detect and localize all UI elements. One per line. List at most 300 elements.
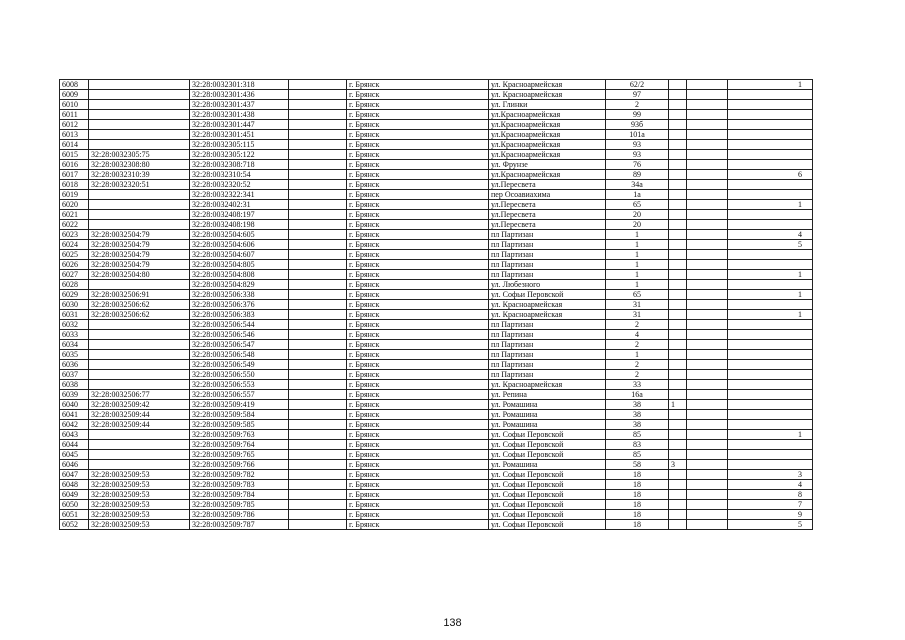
count-cell — [728, 210, 813, 220]
row-number: 6030 — [60, 300, 89, 310]
row-number: 6018 — [60, 180, 89, 190]
row-number: 6010 — [60, 100, 89, 110]
blank-cell — [687, 230, 728, 240]
table-row — [60, 170, 813, 180]
house-number: 1 — [606, 270, 669, 280]
table-row — [60, 150, 813, 160]
parcel-number — [89, 330, 190, 340]
empty-cell — [289, 160, 347, 170]
city-cell: г. Брянск — [347, 80, 489, 90]
count-cell — [728, 440, 813, 450]
empty-cell — [289, 130, 347, 140]
street-cell: пл Партизан — [489, 260, 606, 270]
parcel-number: 32:28:0032509:44 — [89, 420, 190, 430]
cadastral-number: 32:28:0032509:782 — [190, 470, 289, 480]
house-number: 2 — [606, 340, 669, 350]
city-cell: г. Брянск — [347, 240, 489, 250]
table-row — [60, 430, 813, 440]
blank-cell — [687, 250, 728, 260]
extra-cell — [669, 480, 687, 490]
table-row — [60, 390, 813, 400]
city-cell: г. Брянск — [347, 210, 489, 220]
street-cell: ул. Красноармейская — [489, 310, 606, 320]
empty-cell — [289, 390, 347, 400]
city-cell: г. Брянск — [347, 330, 489, 340]
street-cell: ул. Софьи Перовской — [489, 470, 606, 480]
cadastral-number: 32:28:0032506:544 — [190, 320, 289, 330]
house-number: 16а — [606, 390, 669, 400]
city-cell: г. Брянск — [347, 140, 489, 150]
blank-cell — [687, 410, 728, 420]
extra-cell — [669, 150, 687, 160]
extra-cell — [669, 420, 687, 430]
cadastral-number: 32:28:0032506:550 — [190, 370, 289, 380]
count-cell — [728, 90, 813, 100]
house-number: 31 — [606, 300, 669, 310]
count-cell — [728, 250, 813, 260]
cadastral-number: 32:28:0032402:31 — [190, 200, 289, 210]
cadastral-number: 32:28:0032504:605 — [190, 230, 289, 240]
city-cell: г. Брянск — [347, 250, 489, 260]
house-number: 38 — [606, 410, 669, 420]
table-row — [60, 190, 813, 200]
cadastral-number: 32:28:0032301:318 — [190, 80, 289, 90]
house-number: 85 — [606, 450, 669, 460]
cadastral-number: 32:28:0032504:606 — [190, 240, 289, 250]
table-row — [60, 100, 813, 110]
blank-cell — [687, 510, 728, 520]
city-cell: г. Брянск — [347, 440, 489, 450]
row-number: 6014 — [60, 140, 89, 150]
table-row — [60, 240, 813, 250]
count-cell: 8 — [728, 490, 813, 500]
count-cell — [728, 260, 813, 270]
parcel-number: 32:28:0032308:80 — [89, 160, 190, 170]
row-number: 6027 — [60, 270, 89, 280]
house-number: 83 — [606, 440, 669, 450]
row-number: 6032 — [60, 320, 89, 330]
street-cell: пл Партизан — [489, 250, 606, 260]
table-row — [60, 510, 813, 520]
count-cell — [728, 300, 813, 310]
row-number: 6021 — [60, 210, 89, 220]
empty-cell — [289, 180, 347, 190]
empty-cell — [289, 490, 347, 500]
parcel-number: 32:28:0032305:75 — [89, 150, 190, 160]
house-number: 34а — [606, 180, 669, 190]
blank-cell — [687, 180, 728, 190]
house-number: 1 — [606, 230, 669, 240]
house-number: 18 — [606, 520, 669, 530]
street-cell: ул. Красноармейская — [489, 380, 606, 390]
extra-cell: 3 — [669, 460, 687, 470]
empty-cell — [289, 350, 347, 360]
blank-cell — [687, 160, 728, 170]
city-cell: г. Брянск — [347, 510, 489, 520]
count-cell — [728, 340, 813, 350]
empty-cell — [289, 400, 347, 410]
street-cell: ул. Софьи Перовской — [489, 510, 606, 520]
parcel-number: 32:28:0032320:51 — [89, 180, 190, 190]
house-number: 18 — [606, 480, 669, 490]
blank-cell — [687, 320, 728, 330]
cadastral-number: 32:28:0032509:585 — [190, 420, 289, 430]
blank-cell — [687, 130, 728, 140]
table-row — [60, 200, 813, 210]
city-cell: г. Брянск — [347, 490, 489, 500]
cadastral-number: 32:28:0032305:115 — [190, 140, 289, 150]
table-row — [60, 440, 813, 450]
parcel-number — [89, 380, 190, 390]
cadastral-number: 32:28:0032506:553 — [190, 380, 289, 390]
extra-cell — [669, 510, 687, 520]
house-number: 2 — [606, 100, 669, 110]
count-cell: 1 — [728, 310, 813, 320]
street-cell: ул. Ромашина — [489, 420, 606, 430]
house-number: 1 — [606, 260, 669, 270]
empty-cell — [289, 480, 347, 490]
blank-cell — [687, 400, 728, 410]
house-number: 62/2 — [606, 80, 669, 90]
city-cell: г. Брянск — [347, 190, 489, 200]
house-number: 1 — [606, 280, 669, 290]
table-row — [60, 110, 813, 120]
house-number: 38 — [606, 400, 669, 410]
house-number: 97 — [606, 90, 669, 100]
city-cell: г. Брянск — [347, 350, 489, 360]
empty-cell — [289, 510, 347, 520]
row-number: 6033 — [60, 330, 89, 340]
city-cell: г. Брянск — [347, 170, 489, 180]
blank-cell — [687, 290, 728, 300]
parcel-number: 32:28:0032509:53 — [89, 500, 190, 510]
table-row — [60, 220, 813, 230]
count-cell: 4 — [728, 480, 813, 490]
cadastral-number: 32:28:0032504:805 — [190, 260, 289, 270]
row-number: 6040 — [60, 400, 89, 410]
count-cell: 1 — [728, 270, 813, 280]
row-number: 6034 — [60, 340, 89, 350]
count-cell: 9 — [728, 510, 813, 520]
cadastral-number: 32:28:0032506:557 — [190, 390, 289, 400]
blank-cell — [687, 120, 728, 130]
street-cell: пер Осоавиахима — [489, 190, 606, 200]
extra-cell — [669, 260, 687, 270]
empty-cell — [289, 290, 347, 300]
row-number: 6047 — [60, 470, 89, 480]
house-number: 18 — [606, 470, 669, 480]
blank-cell — [687, 360, 728, 370]
row-number: 6035 — [60, 350, 89, 360]
house-number: 89 — [606, 170, 669, 180]
empty-cell — [289, 80, 347, 90]
street-cell: ул.Пересвета — [489, 210, 606, 220]
cadastral-number: 32:28:0032506:376 — [190, 300, 289, 310]
empty-cell — [289, 470, 347, 480]
house-number: 58 — [606, 460, 669, 470]
row-number: 6041 — [60, 410, 89, 420]
table-row — [60, 250, 813, 260]
house-number: 1а — [606, 190, 669, 200]
empty-cell — [289, 220, 347, 230]
row-number: 6037 — [60, 370, 89, 380]
street-cell: ул.Красноармейская — [489, 120, 606, 130]
house-number: 2 — [606, 360, 669, 370]
table-row — [60, 380, 813, 390]
city-cell: г. Брянск — [347, 270, 489, 280]
house-number: 2 — [606, 370, 669, 380]
cadastral-number: 32:28:0032509:785 — [190, 500, 289, 510]
city-cell: г. Брянск — [347, 310, 489, 320]
cadastral-number: 32:28:0032509:764 — [190, 440, 289, 450]
row-number: 6028 — [60, 280, 89, 290]
city-cell: г. Брянск — [347, 410, 489, 420]
table-row — [60, 350, 813, 360]
empty-cell — [289, 200, 347, 210]
house-number: 93б — [606, 120, 669, 130]
extra-cell — [669, 290, 687, 300]
city-cell: г. Брянск — [347, 370, 489, 380]
house-number: 18 — [606, 510, 669, 520]
extra-cell — [669, 270, 687, 280]
street-cell: пл Партизан — [489, 360, 606, 370]
parcel-number — [89, 440, 190, 450]
extra-cell — [669, 440, 687, 450]
extra-cell — [669, 320, 687, 330]
extra-cell — [669, 450, 687, 460]
parcel-number — [89, 350, 190, 360]
count-cell — [728, 400, 813, 410]
table-row — [60, 500, 813, 510]
city-cell: г. Брянск — [347, 220, 489, 230]
row-number: 6008 — [60, 80, 89, 90]
table-row — [60, 260, 813, 270]
extra-cell — [669, 340, 687, 350]
extra-cell — [669, 350, 687, 360]
count-cell — [728, 190, 813, 200]
parcel-number — [89, 190, 190, 200]
street-cell: ул. Репина — [489, 390, 606, 400]
cadastral-number: 32:28:0032509:419 — [190, 400, 289, 410]
parcel-number: 32:28:0032504:80 — [89, 270, 190, 280]
street-cell: ул.Красноармейская — [489, 130, 606, 140]
row-number: 6038 — [60, 380, 89, 390]
table-row — [60, 400, 813, 410]
row-number: 6015 — [60, 150, 89, 160]
parcel-number — [89, 460, 190, 470]
house-number: 31 — [606, 310, 669, 320]
parcel-number — [89, 280, 190, 290]
parcel-number: 32:28:0032310:39 — [89, 170, 190, 180]
empty-cell — [289, 430, 347, 440]
count-cell — [728, 220, 813, 230]
city-cell: г. Брянск — [347, 520, 489, 530]
table-row — [60, 490, 813, 500]
cadastral-number: 32:28:0032408:198 — [190, 220, 289, 230]
city-cell: г. Брянск — [347, 480, 489, 490]
count-cell — [728, 460, 813, 470]
empty-cell — [289, 110, 347, 120]
street-cell: ул. Софьи Перовской — [489, 440, 606, 450]
parcel-number: 32:28:0032504:79 — [89, 230, 190, 240]
city-cell: г. Брянск — [347, 130, 489, 140]
blank-cell — [687, 100, 728, 110]
count-cell: 1 — [728, 290, 813, 300]
blank-cell — [687, 110, 728, 120]
register-table — [59, 79, 813, 530]
city-cell: г. Брянск — [347, 380, 489, 390]
blank-cell — [687, 280, 728, 290]
blank-cell — [687, 340, 728, 350]
cadastral-number: 32:28:0032509:766 — [190, 460, 289, 470]
empty-cell — [289, 240, 347, 250]
blank-cell — [687, 200, 728, 210]
count-cell: 4 — [728, 230, 813, 240]
house-number: 85 — [606, 430, 669, 440]
extra-cell — [669, 470, 687, 480]
count-cell — [728, 360, 813, 370]
count-cell: 5 — [728, 240, 813, 250]
street-cell: пл Партизан — [489, 330, 606, 340]
extra-cell — [669, 220, 687, 230]
city-cell: г. Брянск — [347, 300, 489, 310]
city-cell: г. Брянск — [347, 390, 489, 400]
street-cell: ул. Софьи Перовской — [489, 290, 606, 300]
extra-cell — [669, 100, 687, 110]
row-number: 6025 — [60, 250, 89, 260]
count-cell — [728, 350, 813, 360]
cadastral-number: 32:28:0032506:546 — [190, 330, 289, 340]
blank-cell — [687, 190, 728, 200]
count-cell — [728, 140, 813, 150]
table-row — [60, 370, 813, 380]
extra-cell — [669, 190, 687, 200]
cadastral-number: 32:28:0032322:341 — [190, 190, 289, 200]
street-cell: ул. Красноармейская — [489, 300, 606, 310]
cadastral-number: 32:28:0032509:763 — [190, 430, 289, 440]
house-number: 20 — [606, 220, 669, 230]
city-cell: г. Брянск — [347, 280, 489, 290]
empty-cell — [289, 360, 347, 370]
count-cell — [728, 110, 813, 120]
extra-cell — [669, 280, 687, 290]
extra-cell — [669, 230, 687, 240]
empty-cell — [289, 330, 347, 340]
row-number: 6012 — [60, 120, 89, 130]
parcel-number: 32:28:0032506:91 — [89, 290, 190, 300]
table-row — [60, 470, 813, 480]
street-cell: ул. Софьи Перовской — [489, 500, 606, 510]
parcel-number — [89, 210, 190, 220]
cadastral-number: 32:28:0032320:52 — [190, 180, 289, 190]
cadastral-number: 32:28:0032509:784 — [190, 490, 289, 500]
city-cell: г. Брянск — [347, 150, 489, 160]
row-number: 6023 — [60, 230, 89, 240]
street-cell: ул. Ромашина — [489, 400, 606, 410]
parcel-number — [89, 80, 190, 90]
count-cell — [728, 180, 813, 190]
row-number: 6049 — [60, 490, 89, 500]
cadastral-number: 32:28:0032506:383 — [190, 310, 289, 320]
blank-cell — [687, 150, 728, 160]
empty-cell — [289, 410, 347, 420]
city-cell: г. Брянск — [347, 110, 489, 120]
table-row — [60, 210, 813, 220]
street-cell: пл Партизан — [489, 230, 606, 240]
blank-cell — [687, 430, 728, 440]
parcel-number — [89, 430, 190, 440]
blank-cell — [687, 260, 728, 270]
extra-cell — [669, 120, 687, 130]
cadastral-number: 32:28:0032506:547 — [190, 340, 289, 350]
blank-cell — [687, 330, 728, 340]
street-cell: ул.Красноармейская — [489, 170, 606, 180]
blank-cell — [687, 210, 728, 220]
row-number: 6020 — [60, 200, 89, 210]
parcel-number — [89, 340, 190, 350]
cadastral-number: 32:28:0032509:584 — [190, 410, 289, 420]
parcel-number — [89, 130, 190, 140]
cadastral-number: 32:28:0032305:122 — [190, 150, 289, 160]
parcel-number: 32:28:0032509:53 — [89, 480, 190, 490]
row-number: 6050 — [60, 500, 89, 510]
empty-cell — [289, 520, 347, 530]
table-row — [60, 460, 813, 470]
city-cell: г. Брянск — [347, 450, 489, 460]
city-cell: г. Брянск — [347, 500, 489, 510]
house-number: 4 — [606, 330, 669, 340]
parcel-number: 32:28:0032509:53 — [89, 470, 190, 480]
street-cell: ул. Любезного — [489, 280, 606, 290]
row-number: 6011 — [60, 110, 89, 120]
row-number: 6036 — [60, 360, 89, 370]
blank-cell — [687, 380, 728, 390]
house-number: 99 — [606, 110, 669, 120]
table-row — [60, 290, 813, 300]
parcel-number — [89, 110, 190, 120]
street-cell: ул.Пересвета — [489, 220, 606, 230]
count-cell — [728, 280, 813, 290]
house-number: 2 — [606, 320, 669, 330]
parcel-number — [89, 140, 190, 150]
cadastral-number: 32:28:0032509:786 — [190, 510, 289, 520]
street-cell: ул.Красноармейская — [489, 110, 606, 120]
empty-cell — [289, 210, 347, 220]
parcel-number: 32:28:0032506:77 — [89, 390, 190, 400]
table-row — [60, 280, 813, 290]
street-cell: ул.Пересвета — [489, 180, 606, 190]
empty-cell — [289, 270, 347, 280]
table-row — [60, 300, 813, 310]
street-cell: ул.Красноармейская — [489, 150, 606, 160]
parcel-number — [89, 360, 190, 370]
row-number: 6045 — [60, 450, 89, 460]
street-cell: ул. Софьи Перовской — [489, 430, 606, 440]
cadastral-number: 32:28:0032301:436 — [190, 90, 289, 100]
house-number: 38 — [606, 420, 669, 430]
street-cell: пл Партизан — [489, 240, 606, 250]
count-cell — [728, 160, 813, 170]
city-cell: г. Брянск — [347, 430, 489, 440]
street-cell: пл Партизан — [489, 320, 606, 330]
row-number: 6031 — [60, 310, 89, 320]
street-cell: ул. Фрунзе — [489, 160, 606, 170]
blank-cell — [687, 370, 728, 380]
blank-cell — [687, 310, 728, 320]
extra-cell — [669, 490, 687, 500]
parcel-number: 32:28:0032506:62 — [89, 300, 190, 310]
house-number: 93 — [606, 150, 669, 160]
